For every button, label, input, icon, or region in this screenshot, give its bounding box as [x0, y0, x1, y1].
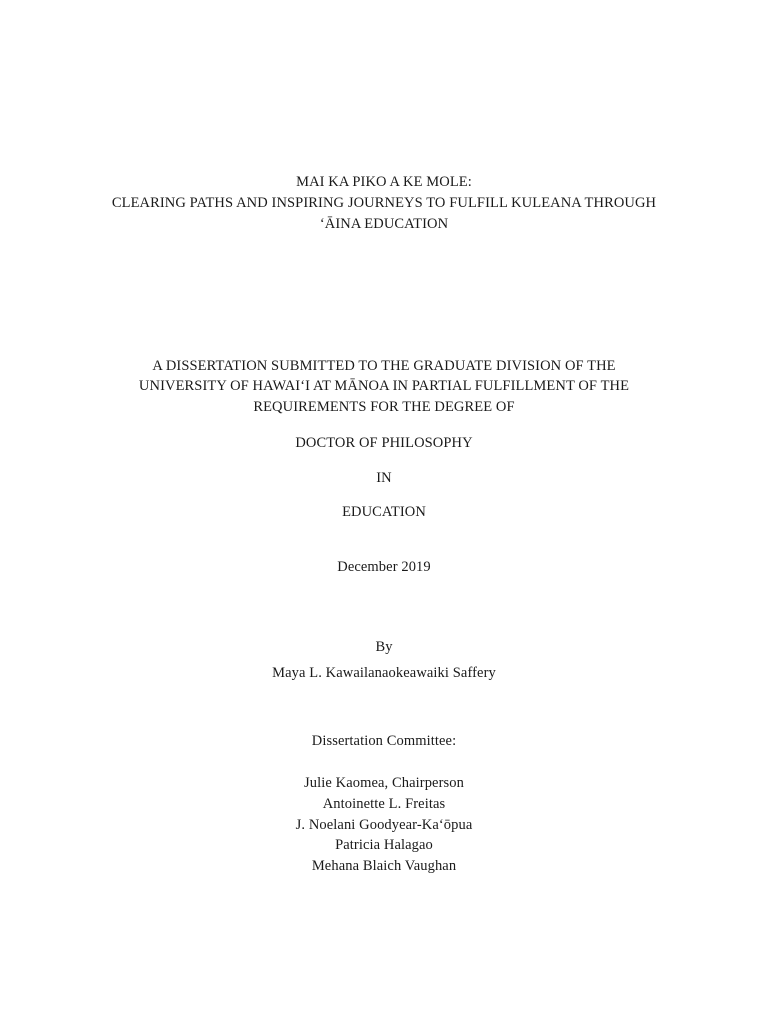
title-line-3: ‘ĀINA EDUCATION	[319, 216, 449, 232]
degree-name: DOCTOR OF PHILOSOPHY	[295, 435, 473, 451]
statement-line-3: REQUIREMENTS FOR THE DEGREE OF	[253, 399, 515, 415]
committee-member: Mehana Blaich Vaughan	[311, 858, 457, 874]
by-word: By	[375, 639, 393, 655]
committee-member: Patricia Halagao	[335, 837, 433, 853]
author-name: Maya L. Kawailanaokeawaiki Saffery	[272, 665, 496, 681]
title-line-2: CLEARING PATHS AND INSPIRING JOURNEYS TO FULFILL KULEANA THROUGH	[111, 195, 657, 211]
field-of-study: EDUCATION	[342, 504, 426, 520]
committee-member: J. Noelani Goodyear-Ka‘ōpua	[295, 817, 473, 833]
committee-member: Julie Kaomea, Chairperson	[304, 775, 464, 791]
statement-line-2: UNIVERSITY OF HAWAI‘I AT MĀNOA IN PARTIAL FULFILLMENT OF THE	[138, 378, 630, 394]
title-line-1: MAI KA PIKO A KE MOLE:	[296, 174, 472, 190]
in-word: IN	[376, 470, 392, 486]
statement-line-1: A DISSERTATION SUBMITTED TO THE GRADUATE DIVISION OF THE	[152, 358, 616, 374]
committee-heading: Dissertation Committee:	[311, 733, 457, 749]
submission-date: December 2019	[337, 559, 431, 575]
committee-member: Antoinette L. Freitas	[322, 796, 446, 812]
